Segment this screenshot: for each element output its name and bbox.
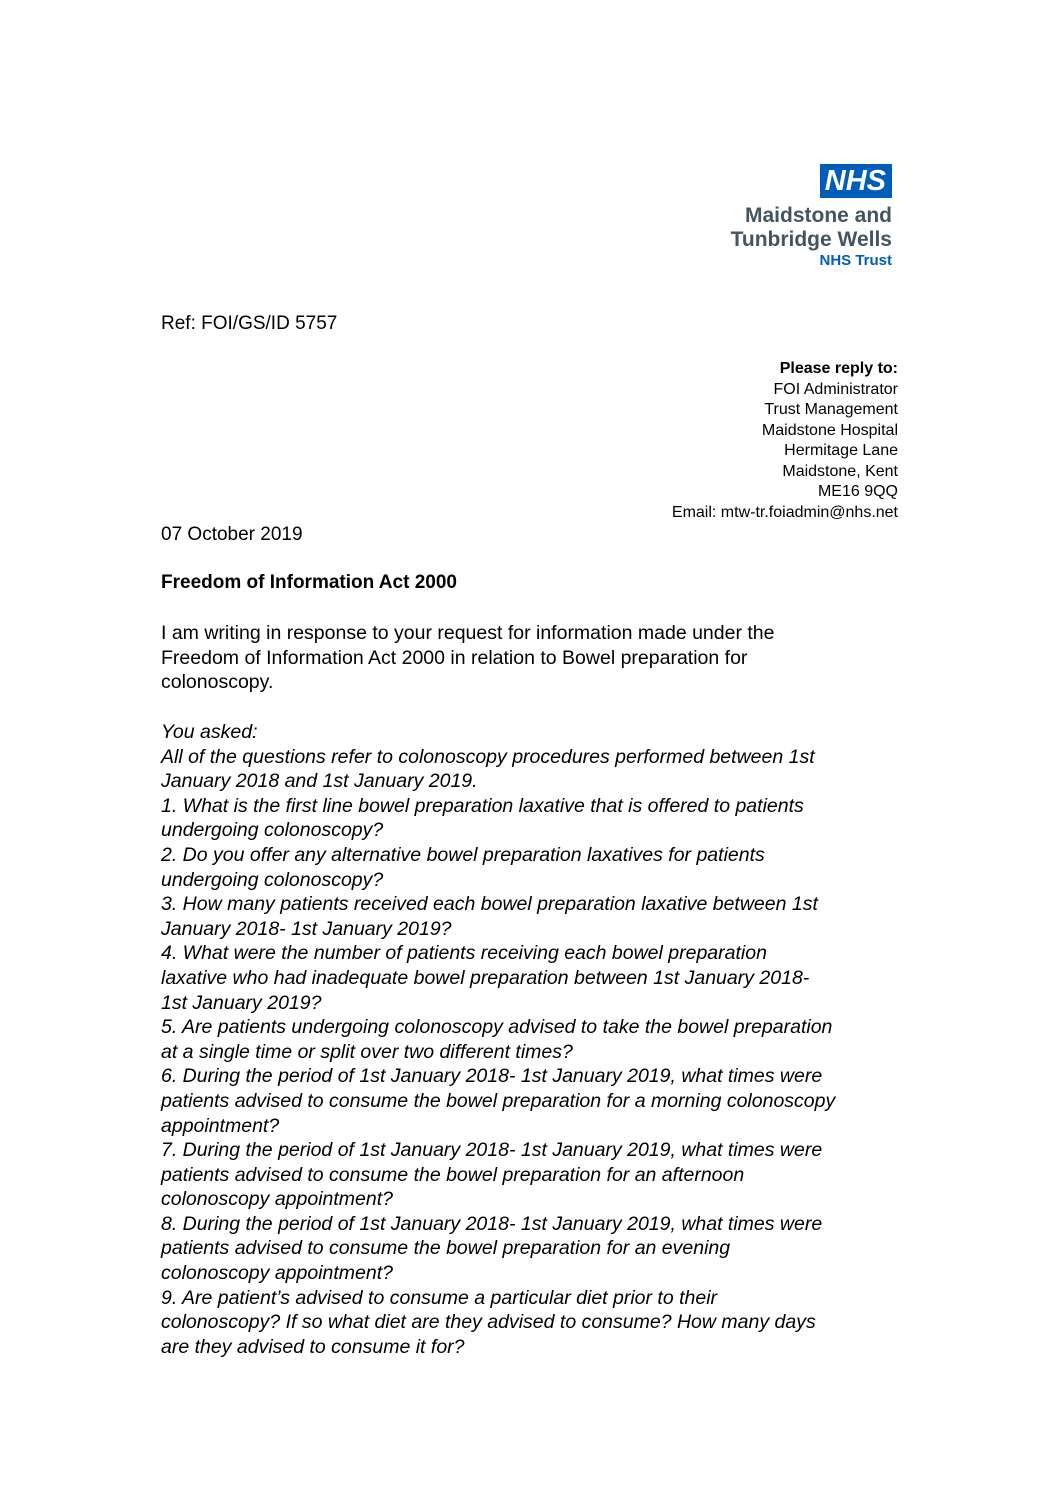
reply-email: Email: mtw-tr.foiadmin@nhs.net <box>671 503 898 521</box>
asked-line: 5. Are patients undergoing colonoscopy advised to take the bowel preparation <box>161 1016 833 1039</box>
reply-line: ME16 9QQ <box>817 483 898 500</box>
reply-line: Trust Management <box>764 401 898 418</box>
asked-line: patients advised to consume the bowel preparation for an evening <box>161 1237 731 1260</box>
intro-line: Freedom of Information Act 2000 in relation to Bowel preparation for <box>161 646 748 669</box>
asked-line: patients advised to consume the bowel preparation for an afternoon <box>161 1163 745 1186</box>
asked-line: colonoscopy? If so what diet are they advised to consume? How many days <box>161 1311 816 1334</box>
reply-address-block <box>498 359 898 523</box>
asked-line: You asked: <box>161 721 258 743</box>
asked-line: 7. During the period of 1st January 2018- 1st January 2019, what times were <box>161 1139 823 1162</box>
asked-line: January 2018 and 1st January 2019. <box>161 770 478 793</box>
asked-line: at a single time or split over two different times? <box>161 1040 573 1063</box>
reply-line: FOI Administrator <box>773 380 898 398</box>
asked-line: undergoing colonoscopy? <box>161 819 384 842</box>
reply-line: Hermitage Lane <box>784 442 898 459</box>
asked-line: All of the questions refer to colonoscopy procedures performed between 1st <box>161 745 815 768</box>
asked-line: 6. During the period of 1st January 2018- 1st January 2019, what times were <box>161 1065 823 1088</box>
asked-line: appointment? <box>161 1114 280 1137</box>
nhs-trust-logo <box>692 164 892 270</box>
asked-line: patients advised to consume the bowel preparation for a morning colonoscopy <box>161 1089 836 1112</box>
org-name-line-1: Maidstone and <box>744 204 892 227</box>
nhs-logo-box: NHS <box>820 164 892 198</box>
reply-line: Maidstone Hospital <box>761 421 898 439</box>
asked-line: laxative who had inadequate bowel preparation between 1st January 2018- <box>161 966 810 989</box>
intro-line: colonoscopy. <box>161 671 274 693</box>
asked-line: 8. During the period of 1st January 2018- 1st January 2019, what times were <box>161 1212 823 1235</box>
asked-line: 2. Do you offer any alternative bowel preparation laxatives for patients <box>161 843 765 866</box>
asked-line: 3. How many patients received each bowel preparation laxative between 1st <box>161 893 818 916</box>
org-name-line-2: Tunbridge Wells <box>730 228 892 251</box>
questions-section <box>161 720 911 1359</box>
asked-line: are they advised to consume it for? <box>161 1335 465 1358</box>
reference-number: Ref: FOI/GS/ID 5757 <box>161 313 338 334</box>
asked-line: 9. Are patient’s advised to consume a particular diet prior to their <box>161 1286 718 1309</box>
asked-line: 1st January 2019? <box>161 991 322 1014</box>
asked-line: 1. What is the first line bowel preparation laxative that is offered to patients <box>161 794 804 817</box>
reply-line: Maidstone, Kent <box>782 462 898 480</box>
letter-date: 07 October 2019 <box>161 524 303 545</box>
asked-line: 4. What were the number of patients receiving each bowel preparation <box>161 942 767 965</box>
asked-line: colonoscopy appointment? <box>161 1262 393 1285</box>
intro-line: I am writing in response to your request for information made under the <box>161 622 775 644</box>
asked-line: colonoscopy appointment? <box>161 1188 393 1211</box>
reply-heading: Please reply to: <box>779 360 898 377</box>
org-name-line-3: NHS Trust <box>819 252 892 269</box>
asked-line: January 2018- 1st January 2019? <box>161 917 452 940</box>
letter-heading: Freedom of Information Act 2000 <box>161 572 457 593</box>
asked-line: undergoing colonoscopy? <box>161 868 384 891</box>
intro-paragraph <box>161 621 901 695</box>
